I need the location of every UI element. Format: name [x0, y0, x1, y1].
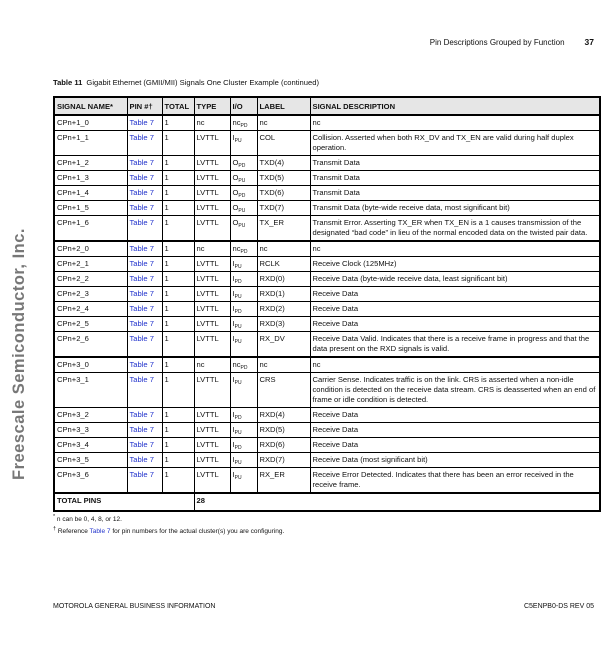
pin-table-link[interactable]: Table 7 — [129, 360, 154, 369]
label-cell: TXD(4) — [257, 156, 310, 171]
type-cell: LVTTL — [194, 201, 230, 216]
io-base: nc — [232, 360, 241, 369]
pin-table-link[interactable]: Table 7 — [129, 410, 154, 419]
pin-cell — [127, 317, 162, 332]
total-cell: 1 — [162, 468, 194, 494]
total-cell: 1 — [162, 131, 194, 156]
label-cell: RXD(7) — [257, 453, 310, 468]
pin-table-link[interactable]: Table 7 — [129, 319, 154, 328]
io-cell — [230, 468, 257, 494]
io-base: I — [232, 410, 235, 419]
io-base: O — [232, 188, 239, 197]
table-row — [54, 241, 600, 257]
io-sub: PD — [234, 415, 242, 421]
label-cell: TX_ER — [257, 216, 310, 242]
total-cell: 1 — [162, 302, 194, 317]
pin-cell — [127, 241, 162, 257]
io-cell — [230, 287, 257, 302]
io-sub: PD — [240, 249, 248, 255]
page-number: 37 — [584, 37, 594, 47]
io-base: nc — [232, 118, 241, 127]
pin-table-link[interactable]: Table 7 — [129, 455, 154, 464]
signal-name: CPn+3_4 — [54, 438, 127, 453]
signal-name: CPn+1_1 — [54, 131, 127, 156]
table-row — [54, 272, 600, 287]
column-header: PIN #† — [127, 97, 162, 115]
io-sub: PD — [238, 163, 246, 169]
io-cell — [230, 423, 257, 438]
total-cell: 1 — [162, 216, 194, 242]
pin-table-link[interactable]: Table 7 — [129, 173, 154, 182]
label-cell: RXD(5) — [257, 423, 310, 438]
type-cell: LVTTL — [194, 453, 230, 468]
pin-table-link[interactable]: Table 7 — [129, 274, 154, 283]
column-header: SIGNAL DESCRIPTION — [310, 97, 600, 115]
pin-cell — [127, 272, 162, 287]
pin-cell — [127, 201, 162, 216]
pin-table-link[interactable]: Table 7 — [129, 203, 154, 212]
io-cell — [230, 373, 257, 408]
table-row — [54, 156, 600, 171]
io-base: I — [232, 470, 235, 479]
total-cell: 1 — [162, 357, 194, 373]
signal-name: CPn+1_5 — [54, 201, 127, 216]
io-cell — [230, 115, 257, 131]
signal-name: CPn+1_4 — [54, 186, 127, 201]
io-cell — [230, 453, 257, 468]
label-cell: CRS — [257, 373, 310, 408]
pin-table-link[interactable]: Table 7 — [129, 188, 154, 197]
label-cell: nc — [257, 115, 310, 131]
label-cell: RXD(4) — [257, 408, 310, 423]
total-cell: 1 — [162, 115, 194, 131]
io-sub: PU — [234, 475, 242, 481]
description-cell: nc — [310, 115, 600, 131]
total-cell: 1 — [162, 408, 194, 423]
type-cell: LVTTL — [194, 302, 230, 317]
io-cell — [230, 131, 257, 156]
pin-table-link[interactable]: Table 7 — [129, 244, 154, 253]
pin-table-link[interactable]: Table 7 — [129, 334, 154, 343]
signal-name: CPn+3_1 — [54, 373, 127, 408]
signal-name: CPn+3_6 — [54, 468, 127, 494]
pin-table-link[interactable]: Table 7 — [129, 133, 154, 142]
label-cell: RX_ER — [257, 468, 310, 494]
io-base: I — [232, 375, 235, 384]
io-base: O — [232, 218, 239, 227]
type-cell: LVTTL — [194, 317, 230, 332]
description-cell: Receive Data Valid. Indicates that there is a receive frame in progress and that the data present on the RXD signals is valid. — [310, 332, 600, 358]
type-cell: LVTTL — [194, 287, 230, 302]
description-cell: Transmit Data — [310, 156, 600, 171]
type-cell: LVTTL — [194, 186, 230, 201]
io-sub: PD — [238, 193, 246, 199]
pin-table-link[interactable]: Table 7 — [129, 425, 154, 434]
total-row — [54, 493, 600, 511]
table-row — [54, 257, 600, 272]
signal-name: CPn+2_0 — [54, 241, 127, 257]
io-base: I — [232, 304, 235, 313]
table-block — [53, 96, 601, 536]
column-header: TOTAL — [162, 97, 194, 115]
io-sub: PU — [234, 460, 242, 466]
pin-cell — [127, 453, 162, 468]
table-title: Gigabit Ethernet (GMII/MII) Signals One Cluster Example (continued) — [86, 78, 319, 87]
table-row — [54, 317, 600, 332]
io-base: O — [232, 158, 239, 167]
table-row — [54, 201, 600, 216]
total-cell: 1 — [162, 156, 194, 171]
label-cell: RXD(2) — [257, 302, 310, 317]
io-sub: PU — [234, 380, 242, 386]
label-cell: nc — [257, 357, 310, 373]
io-sub: PU — [234, 294, 242, 300]
io-sub: PD — [234, 309, 242, 315]
page-header — [430, 37, 594, 47]
io-cell — [230, 201, 257, 216]
type-cell: nc — [194, 115, 230, 131]
label-cell: RXD(1) — [257, 287, 310, 302]
io-sub: PD — [234, 445, 242, 451]
description-cell: Receive Data — [310, 423, 600, 438]
section-title: Pin Descriptions Grouped by Function — [429, 38, 565, 47]
label-cell: RXD(6) — [257, 438, 310, 453]
pin-table-link[interactable]: Table 7 — [129, 158, 154, 167]
signal-name: CPn+2_5 — [54, 317, 127, 332]
label-cell: TXD(5) — [257, 171, 310, 186]
table-row — [54, 408, 600, 423]
description-cell: Receive Data — [310, 317, 600, 332]
signal-name: CPn+1_0 — [54, 115, 127, 131]
pin-cell — [127, 115, 162, 131]
footnote-dagger — [53, 527, 601, 536]
pin-cell — [127, 468, 162, 494]
io-base: I — [232, 440, 235, 449]
io-cell — [230, 241, 257, 257]
io-cell — [230, 317, 257, 332]
pin-cell — [127, 408, 162, 423]
table-7-link[interactable]: Table 7 — [89, 528, 111, 535]
table-row — [54, 131, 600, 156]
io-base: I — [232, 259, 235, 268]
io-sub: PU — [238, 178, 246, 184]
table-row — [54, 186, 600, 201]
signal-name: CPn+2_1 — [54, 257, 127, 272]
label-cell: TXD(7) — [257, 201, 310, 216]
table-row — [54, 171, 600, 186]
pin-table-link[interactable]: Table 7 — [129, 304, 154, 313]
total-cell: 1 — [162, 201, 194, 216]
label-cell: RXD(0) — [257, 272, 310, 287]
io-cell — [230, 171, 257, 186]
type-cell: LVTTL — [194, 438, 230, 453]
footnote-mark: † — [53, 525, 57, 532]
pin-table-link[interactable]: Table 7 — [129, 259, 154, 268]
io-cell — [230, 216, 257, 242]
description-cell: Receive Data (most significant bit) — [310, 453, 600, 468]
description-cell: Transmit Data — [310, 186, 600, 201]
label-cell: RCLK — [257, 257, 310, 272]
table-row — [54, 453, 600, 468]
type-cell: LVTTL — [194, 332, 230, 358]
io-base: O — [232, 173, 239, 182]
pin-cell — [127, 257, 162, 272]
total-label: TOTAL PINS — [54, 493, 194, 511]
io-base: I — [232, 289, 235, 298]
table-row — [54, 438, 600, 453]
signal-name: CPn+3_2 — [54, 408, 127, 423]
description-cell: Collision. Asserted when both RX_DV and TX_EN are valid during half duplex operation. — [310, 131, 600, 156]
io-cell — [230, 156, 257, 171]
pin-cell — [127, 332, 162, 358]
io-sub: PU — [234, 430, 242, 436]
signals-table — [53, 96, 601, 512]
type-cell: nc — [194, 357, 230, 373]
column-header: TYPE — [194, 97, 230, 115]
table-caption — [53, 78, 319, 87]
label-cell: nc — [257, 241, 310, 257]
io-cell — [230, 186, 257, 201]
table-row — [54, 357, 600, 373]
signal-name: CPn+3_0 — [54, 357, 127, 373]
io-sub: PU — [234, 264, 242, 270]
io-sub: PD — [240, 123, 248, 129]
side-watermark: Freescale Semiconductor, Inc. — [10, 227, 28, 480]
pin-cell — [127, 131, 162, 156]
pin-cell — [127, 302, 162, 317]
total-cell: 1 — [162, 186, 194, 201]
io-base: nc — [232, 244, 241, 253]
column-header: I/O — [230, 97, 257, 115]
table-row — [54, 373, 600, 408]
signal-name: CPn+1_6 — [54, 216, 127, 242]
pin-cell — [127, 287, 162, 302]
description-cell: nc — [310, 357, 600, 373]
pin-table-link[interactable]: Table 7 — [129, 470, 154, 479]
total-cell: 1 — [162, 438, 194, 453]
io-base: I — [232, 455, 235, 464]
io-sub: PD — [234, 279, 242, 285]
type-cell: LVTTL — [194, 171, 230, 186]
table-row — [54, 423, 600, 438]
description-cell: Transmit Data — [310, 171, 600, 186]
table-row — [54, 115, 600, 131]
description-cell: Receive Data — [310, 287, 600, 302]
io-sub: PU — [238, 223, 246, 229]
io-cell — [230, 272, 257, 287]
footer-left: MOTOROLA GENERAL BUSINESS INFORMATION — [53, 603, 216, 610]
total-cell: 1 — [162, 287, 194, 302]
io-base: I — [232, 334, 235, 343]
label-cell: COL — [257, 131, 310, 156]
signal-name: CPn+2_3 — [54, 287, 127, 302]
description-cell: Receive Data (byte-wide receive data, least significant bit) — [310, 272, 600, 287]
pin-cell — [127, 216, 162, 242]
type-cell: LVTTL — [194, 272, 230, 287]
signal-name: CPn+3_5 — [54, 453, 127, 468]
description-cell: nc — [310, 241, 600, 257]
description-cell: Transmit Data (byte-wide receive data, most significant bit) — [310, 201, 600, 216]
signal-name: CPn+1_3 — [54, 171, 127, 186]
io-base: I — [232, 319, 235, 328]
column-header: SIGNAL NAME* — [54, 97, 127, 115]
io-sub: PD — [240, 365, 248, 371]
pin-cell — [127, 373, 162, 408]
label-cell: RX_DV — [257, 332, 310, 358]
signal-name: CPn+2_4 — [54, 302, 127, 317]
total-cell: 1 — [162, 453, 194, 468]
table-row — [54, 468, 600, 494]
pin-cell — [127, 423, 162, 438]
io-cell — [230, 332, 257, 358]
description-cell: Receive Data — [310, 408, 600, 423]
pin-cell — [127, 357, 162, 373]
description-cell: Carrier Sense. Indicates traffic is on the link. CRS is asserted when a non-idle condition is detected on the receive data stream. CRS is deasserted when an end of frame or idle condition is detected. — [310, 373, 600, 408]
label-cell: RXD(3) — [257, 317, 310, 332]
footnote-text: for pin numbers for the actual cluster(s) you are configuring. — [112, 528, 285, 535]
total-value: 28 — [194, 493, 600, 511]
signal-name: CPn+2_6 — [54, 332, 127, 358]
description-cell: Receive Data — [310, 302, 600, 317]
io-cell — [230, 438, 257, 453]
pin-cell — [127, 438, 162, 453]
signal-name: CPn+2_2 — [54, 272, 127, 287]
io-base: I — [232, 425, 235, 434]
io-cell — [230, 257, 257, 272]
footer-right: C5ENPB0-DS REV 05 — [523, 603, 594, 610]
io-cell — [230, 408, 257, 423]
type-cell: LVTTL — [194, 131, 230, 156]
io-sub: PU — [234, 339, 242, 345]
type-cell: LVTTL — [194, 257, 230, 272]
footnote-text: n can be 0, 4, 8, or 12. — [56, 516, 122, 523]
pin-cell — [127, 186, 162, 201]
type-cell: LVTTL — [194, 408, 230, 423]
table-row — [54, 216, 600, 242]
table-row — [54, 287, 600, 302]
pin-cell — [127, 156, 162, 171]
type-cell: LVTTL — [194, 423, 230, 438]
type-cell: nc — [194, 241, 230, 257]
io-sub: PU — [238, 208, 246, 214]
table-row — [54, 302, 600, 317]
type-cell: LVTTL — [194, 216, 230, 242]
description-cell: Receive Data — [310, 438, 600, 453]
footnote-star — [53, 515, 601, 524]
footnote-mark: * — [53, 513, 56, 520]
description-cell: Transmit Error. Asserting TX_ER when TX_EN is a 1 causes transmission of the designated “bad code” in lieu of the normal encoded data on the twisted pair data. — [310, 216, 600, 242]
column-header: LABEL — [257, 97, 310, 115]
pin-table-link[interactable]: Table 7 — [129, 218, 154, 227]
io-cell — [230, 302, 257, 317]
total-cell: 1 — [162, 373, 194, 408]
pin-table-link[interactable]: Table 7 — [129, 375, 154, 384]
io-base: O — [232, 203, 239, 212]
io-sub: PU — [234, 324, 242, 330]
description-cell: Receive Clock (125MHz) — [310, 257, 600, 272]
signal-name: CPn+1_2 — [54, 156, 127, 171]
footnote-text: Reference — [57, 528, 88, 535]
total-cell: 1 — [162, 317, 194, 332]
type-cell: LVTTL — [194, 373, 230, 408]
total-cell: 1 — [162, 241, 194, 257]
pin-table-link[interactable]: Table 7 — [129, 289, 154, 298]
io-cell — [230, 357, 257, 373]
table-number: Table 11 — [53, 78, 83, 87]
total-cell: 1 — [162, 257, 194, 272]
total-cell: 1 — [162, 272, 194, 287]
io-base: I — [232, 133, 235, 142]
table-header-row — [54, 97, 600, 115]
description-cell: Receive Error Detected. Indicates that there has been an error received in the receive frame. — [310, 468, 600, 494]
total-cell: 1 — [162, 171, 194, 186]
io-base: I — [232, 274, 235, 283]
table-row — [54, 332, 600, 358]
label-cell: TXD(6) — [257, 186, 310, 201]
total-cell: 1 — [162, 332, 194, 358]
pin-cell — [127, 171, 162, 186]
io-sub: PU — [234, 138, 242, 144]
total-cell: 1 — [162, 423, 194, 438]
type-cell: LVTTL — [194, 468, 230, 494]
type-cell: LVTTL — [194, 156, 230, 171]
pin-table-link[interactable]: Table 7 — [129, 440, 154, 449]
signal-name: CPn+3_3 — [54, 423, 127, 438]
pin-table-link[interactable]: Table 7 — [129, 118, 154, 127]
